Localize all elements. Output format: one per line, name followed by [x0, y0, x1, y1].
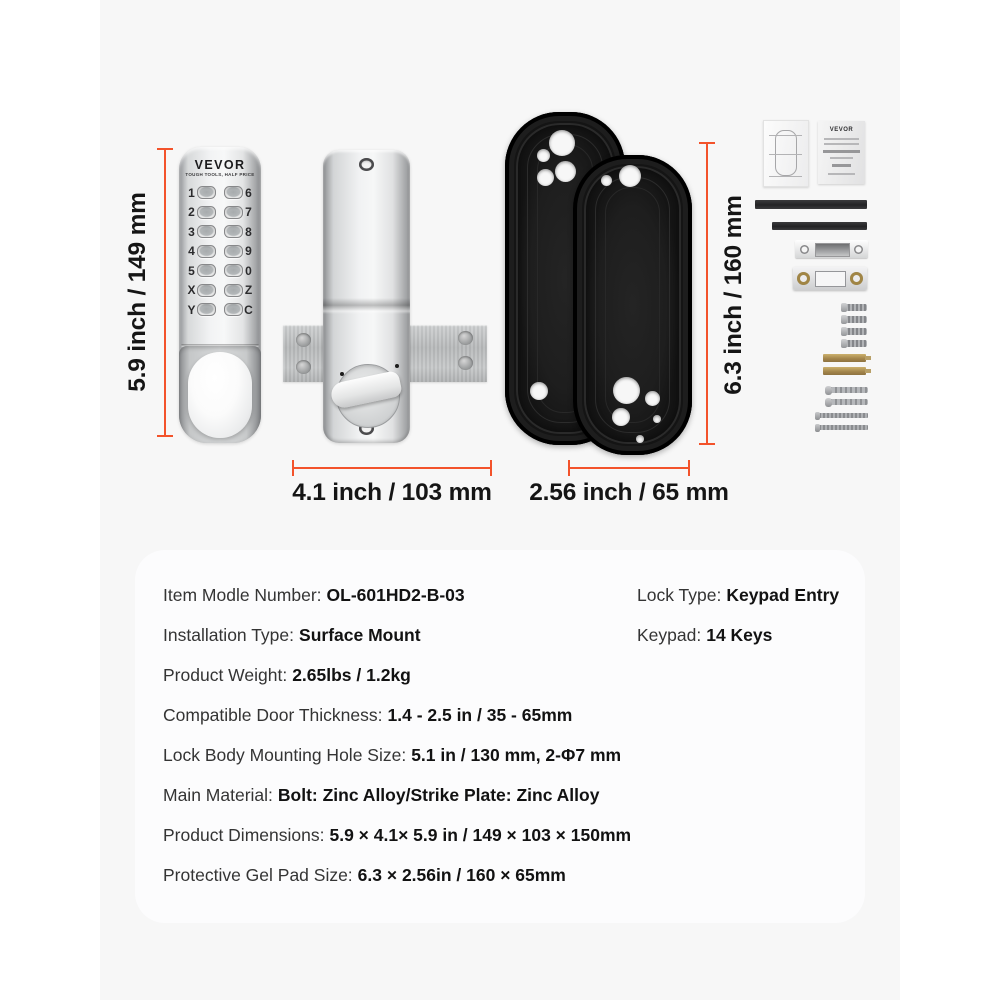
door-knob: [188, 352, 252, 438]
strike-box-slot: [815, 271, 846, 287]
spindle-rod: [772, 222, 867, 230]
dimension-cap: [568, 460, 570, 476]
bolt-rivet: [296, 333, 311, 347]
dimension-cap: [157, 435, 173, 437]
brass-standoff: [823, 367, 866, 375]
pad-hole: [530, 382, 548, 400]
key-button: [197, 303, 216, 316]
spec-label: Lock Body Mounting Hole Size:: [163, 744, 407, 765]
spec-label: Main Material:: [163, 784, 273, 805]
spec-row: [163, 695, 631, 735]
key-button: [197, 245, 216, 258]
spec-value: OL-601HD2-B-03: [326, 584, 465, 605]
short-screw: [842, 340, 867, 347]
lock-lower-housing: [179, 346, 261, 443]
brand-logo: VEVOR: [194, 158, 246, 172]
spec-value: Keypad Entry: [726, 584, 840, 605]
spindle-rod: [755, 200, 867, 209]
brass-standoff: [823, 354, 866, 362]
keypad-row: [187, 183, 253, 203]
short-screw: [842, 316, 867, 323]
manual-text-line: [824, 138, 859, 140]
spec-label: Product Dimensions:: [163, 824, 325, 845]
pad-hole: [537, 169, 554, 186]
dimension-cap: [157, 148, 173, 150]
pad-hole: [601, 175, 612, 186]
key-label: 4: [188, 244, 195, 259]
dimension-cap: [699, 142, 715, 144]
dimension-cap: [292, 460, 294, 476]
pad-hole: [636, 435, 644, 443]
pad-hole: [653, 415, 661, 423]
keypad-row: [187, 300, 253, 320]
keypad-row: [187, 281, 253, 301]
template-line: [769, 135, 802, 136]
dimension-line-lock-height: [164, 148, 166, 437]
key-button: [197, 225, 216, 238]
pad-hole: [612, 408, 630, 426]
manual-text-line: [828, 173, 855, 175]
dimension-line-lock-width: [292, 467, 492, 469]
strike-plate: [795, 240, 868, 258]
long-screw: [817, 413, 868, 418]
key-label: Y: [187, 302, 196, 317]
plate-dot: [395, 364, 399, 368]
pad-hole: [555, 161, 576, 182]
spec-column-right: [637, 575, 839, 655]
pad-hole: [537, 149, 550, 162]
dimension-cap: [699, 443, 715, 445]
dimension-label-lock-width: 4.1 inch / 103 mm: [292, 479, 492, 506]
key-label: 0: [245, 263, 252, 278]
manual-text-line: [824, 143, 859, 145]
spec-row: [163, 815, 631, 855]
key-label: 6: [245, 185, 252, 200]
product-infographic: VEVOR TOUGH TOOLS, HALF PRICE 1 6 2 7 3 8 4 9 5 0 X Z Y C 5.9 inch / 149 mm 4.1 inch / 103 mm 2.56 inch / 65 mm 6.3 inch / 160 mm VEVOR Item Modle Number: OL-601HD2-B-03 Installation Type: Surface Mount Product Weight: 2.65lbs / 1.2kg Compatible Door Thickness: 1.4 - 2.5 in / 35 - 65mm Lock Body Mounting Hole Size: 5.1 in / 130 mm, 2-Φ7 mm Main Material: Bolt: Zinc Alloy/Strike Plate: Zinc Alloy Product Dimensions: 5.9 × 4.1× 5.9 in / 149 × 103 × 150mm Protective Gel Pad Size: 6.3 × 2.56in / 160 × 65mm Lock Type: Keypad Entry Keypad: 14 Keys: [0, 0, 1000, 1000]
dimension-line-pad-height: [706, 142, 708, 445]
spec-label: Keypad:: [637, 624, 702, 645]
key-button: [224, 284, 243, 297]
keypad-row: [187, 242, 253, 262]
key-label: C: [244, 302, 253, 317]
spec-panel: [135, 550, 865, 923]
spec-row: [163, 575, 631, 615]
screw-hole-top: [359, 158, 374, 171]
template-line: [769, 154, 802, 155]
key-button: [224, 264, 243, 277]
strike-plate-hole: [854, 245, 863, 254]
dimension-cap: [490, 460, 492, 476]
strike-plate-slot: [815, 243, 850, 257]
short-screw: [842, 328, 867, 335]
spec-label: Compatible Door Thickness:: [163, 704, 383, 725]
manual-text-band: [832, 164, 851, 167]
template-line: [769, 176, 802, 177]
manual-brand-logo: VEVOR: [829, 127, 854, 133]
manual-text-line: [830, 157, 853, 159]
spec-row: [163, 855, 631, 895]
machine-screw: [827, 399, 868, 405]
strike-box-hole: [797, 272, 810, 285]
spec-value: 5.1 in / 130 mm, 2-Φ7 mm: [411, 744, 622, 765]
spec-column-left: [163, 575, 631, 895]
key-label: 8: [245, 224, 252, 239]
bolt-rivet: [458, 331, 473, 345]
key-button: [224, 206, 243, 219]
key-button: [224, 225, 243, 238]
key-label: 1: [188, 185, 195, 200]
spec-row: [163, 775, 631, 815]
key-label: Z: [244, 283, 253, 298]
spec-value: 6.3 × 2.56in / 160 × 65mm: [357, 864, 566, 885]
spec-value: 2.65lbs / 1.2kg: [292, 664, 411, 685]
plate-dot: [340, 372, 344, 376]
gel-pad-front: [573, 155, 692, 455]
dimension-cap: [688, 460, 690, 476]
short-screw: [842, 304, 867, 311]
dimension-line-pad-width: [568, 467, 690, 469]
manual-text-band: [823, 150, 860, 153]
keypad-row: [187, 203, 253, 223]
spec-row: [637, 575, 839, 615]
key-button: [224, 303, 243, 316]
spec-label: Product Weight:: [163, 664, 288, 685]
keypad-row: [187, 261, 253, 281]
key-button: [197, 264, 216, 277]
spec-row: [637, 615, 839, 655]
spec-value: Bolt: Zinc Alloy/Strike Plate: Zinc Alloy: [277, 784, 600, 805]
spec-value: 5.9 × 4.1× 5.9 in / 149 × 103 × 150mm: [329, 824, 632, 845]
pad-hole: [619, 165, 641, 187]
key-label: 9: [245, 244, 252, 259]
spec-row: [163, 655, 631, 695]
spec-label: Item Modle Number:: [163, 584, 322, 605]
strike-plate-hole: [800, 245, 809, 254]
template-outline: [775, 130, 797, 176]
key-button: [224, 245, 243, 258]
spec-label: Protective Gel Pad Size:: [163, 864, 353, 885]
key-label: X: [187, 283, 196, 298]
plate-fold-highlight: [323, 298, 410, 314]
key-label: 7: [245, 205, 252, 220]
strike-box-hole: [850, 272, 863, 285]
spec-value: 14 Keys: [706, 624, 773, 645]
pad-hole: [613, 377, 640, 404]
spec-label: Lock Type:: [637, 584, 722, 605]
spec-label: Installation Type:: [163, 624, 295, 645]
pad-hole: [645, 391, 660, 406]
brand-tagline: TOUGH TOOLS, HALF PRICE: [185, 172, 255, 177]
spec-value: Surface Mount: [299, 624, 421, 645]
bolt-rivet: [458, 356, 473, 370]
strike-box: [793, 267, 867, 290]
spec-row: [163, 735, 631, 775]
bolt-rivet: [296, 360, 311, 374]
key-button: [224, 186, 243, 199]
key-button: [197, 284, 216, 297]
long-screw: [817, 425, 868, 430]
keypad-row: [187, 222, 253, 242]
spec-value: 1.4 - 2.5 in / 35 - 65mm: [387, 704, 573, 725]
key-label: 5: [188, 263, 195, 278]
pad-hole: [549, 130, 575, 156]
keypad: [187, 183, 253, 320]
dimension-label-pad-width: 2.56 inch / 65 mm: [529, 479, 729, 506]
drilling-template-paper: [763, 120, 809, 187]
lock-body-back-plate: [323, 150, 410, 443]
key-button: [197, 206, 216, 219]
machine-screw: [827, 387, 868, 393]
key-button: [197, 186, 216, 199]
spec-row: [163, 615, 631, 655]
keypad-lock-front: [179, 147, 261, 443]
key-label: 3: [188, 224, 195, 239]
key-label: 2: [188, 205, 195, 220]
instruction-manual: [818, 121, 865, 184]
